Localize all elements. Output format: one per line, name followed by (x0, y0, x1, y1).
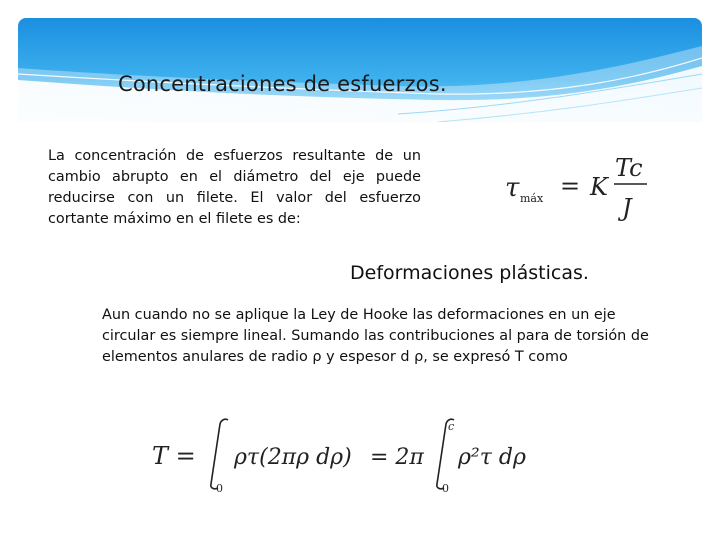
formula2-integrand-1: ρτ(2πρ dρ) (234, 445, 352, 470)
formula1-equals: = (560, 172, 581, 200)
torque-integral-formula (148, 412, 548, 502)
slide-title: Concentraciones de esfuerzos. (118, 72, 447, 96)
header-banner (18, 18, 702, 122)
paragraph-stress-concentration: La concentración de esfuerzos resultante de un cambio abrupto en el diámetro del eje puede reducirse con un filete. El valor del esfuerzo cortante máximo en el filete es de: (48, 148, 421, 227)
integral-sign-1 (211, 419, 228, 489)
formula1-coefficient: K (590, 173, 608, 201)
section-heading-plastic: Deformaciones plásticas. (350, 262, 589, 284)
max-shear-stress-formula (505, 150, 655, 230)
formula2-lower-limit-2: 0 (442, 482, 449, 495)
paragraph-plastic-deformation: Aun cuando no se aplique la Ley de Hooke las deformaciones en un eje circular es siempre lineal. Sumando las contribuciones al para de torsión de elementos anulares de radio ρ y espesor d ρ, se expresó T como (102, 307, 649, 365)
formula1-subscript: máx (520, 192, 544, 205)
formula1-tau: τ (505, 173, 520, 203)
formula2-lower-limit-1: 0 (216, 482, 223, 495)
formula2-lhs: T = (152, 442, 196, 470)
formula1-numerator: Tc (615, 154, 643, 182)
formula1-denominator: J (622, 194, 632, 222)
formula2-middle: = 2π (370, 445, 424, 470)
formula2-integrand-2: ρ²τ dρ (458, 445, 526, 470)
header-wave-graphic (18, 18, 702, 122)
formula2-upper-limit: c (448, 420, 455, 433)
